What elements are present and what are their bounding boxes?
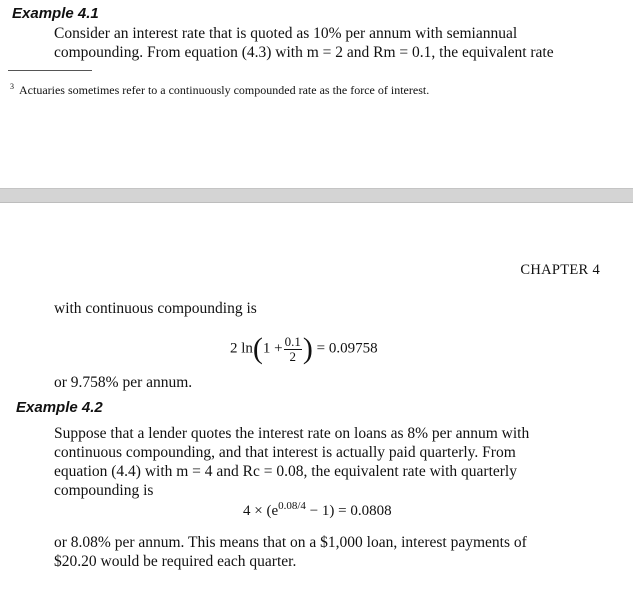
footnote	[10, 80, 429, 97]
text-line: Suppose that a lender quotes the interest rate on loans as 8% per annum with	[54, 425, 530, 442]
page-separator	[0, 188, 633, 203]
footnote-text: Actuaries sometimes refer to a continuously compounded rate as the force of interest.	[19, 83, 430, 97]
continuous-line: with continuous compounding is	[54, 300, 257, 317]
closing-text	[54, 533, 602, 571]
text-line: or 8.08% per annum. This means that on a $1,000 loan, interest payments of	[54, 534, 527, 551]
eq2-suffix: − 1) = 0.0808	[309, 503, 392, 519]
text-line: continuous compounding, and that interest is actually paid quarterly. From	[54, 444, 516, 461]
eq1-prefix: 2 ln	[230, 340, 253, 357]
eq2-exponent: 0.08/4	[278, 500, 306, 512]
example-4-1-text	[54, 24, 602, 62]
percent-line: or 9.758% per annum.	[54, 374, 193, 391]
fraction-numerator: 0.1	[284, 333, 301, 349]
fraction	[284, 335, 302, 364]
text-line: $20.20 would be required each quarter.	[54, 553, 297, 570]
left-paren: (	[252, 332, 263, 365]
example-4-1-heading: Example 4.1	[12, 5, 99, 22]
equation-4-1	[230, 334, 378, 364]
footnote-rule	[8, 70, 92, 71]
text-line: compounding. From equation (4.3) with m = 2 and Rm = 0.1, the equivalent rate	[54, 44, 554, 61]
text-line: Consider an interest rate that is quoted as 10% per annum with semiannual	[54, 25, 518, 42]
text-line: equation (4.4) with m = 4 and Rc = 0.08, the equivalent rate with quarterly	[54, 463, 517, 480]
example-4-2-text	[54, 424, 602, 500]
eq2-prefix: 4 × (e	[243, 503, 279, 519]
eq1-result: = 0.09758	[316, 340, 378, 357]
text-line: compounding is	[54, 482, 154, 499]
eq1-one: 1 +	[262, 340, 283, 357]
equation-4-2	[243, 500, 392, 520]
right-paren: )	[302, 332, 313, 365]
running-head: CHAPTER 4	[520, 262, 600, 278]
fraction-denominator: 2	[289, 348, 297, 364]
footnote-marker: 3	[10, 82, 14, 91]
example-4-2-heading: Example 4.2	[16, 399, 103, 416]
